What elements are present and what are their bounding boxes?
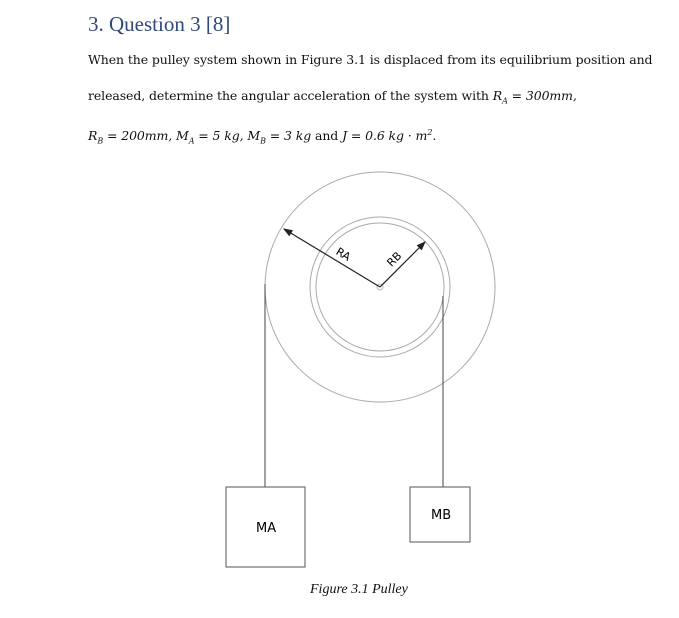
- j-superscript: 2: [427, 128, 433, 137]
- question-text: released, determine the angular acceleration of the system with: [88, 88, 493, 103]
- label-rb: RB: [384, 249, 405, 270]
- question-line-1: When the pulley system shown in Figure 3.1 is displaced from its equilibrium position and: [88, 52, 653, 67]
- rb-symbol: R: [88, 128, 98, 144]
- ra-symbol: R: [492, 88, 503, 103]
- ma-subscript: A: [188, 136, 195, 146]
- mb-subscript: B: [260, 136, 266, 146]
- mass-b-label: MB: [431, 508, 452, 523]
- ma-symbol: M: [176, 128, 189, 144]
- mb-value: = 3 kg: [265, 128, 312, 144]
- period: .: [432, 128, 437, 144]
- figure-caption: Figure 3.1 Pulley: [310, 582, 408, 597]
- rb-value: = 200mm,: [103, 128, 177, 144]
- ra-subscript: A: [502, 96, 508, 106]
- and-text: and: [311, 128, 343, 144]
- rb-subscript: B: [97, 136, 104, 146]
- ra-value: = 300mm,: [507, 88, 577, 103]
- radius-b-arrow: [380, 242, 425, 287]
- mass-a-label: MA: [256, 521, 277, 536]
- j-value: J = 0.6 kg · m: [342, 128, 428, 144]
- radius-a-arrow: [284, 229, 380, 287]
- mb-symbol: M: [247, 128, 261, 144]
- question-heading: 3. Question 3 [8]: [88, 12, 231, 36]
- label-ra: RA: [333, 245, 353, 264]
- ma-value: = 5 kg,: [194, 128, 248, 144]
